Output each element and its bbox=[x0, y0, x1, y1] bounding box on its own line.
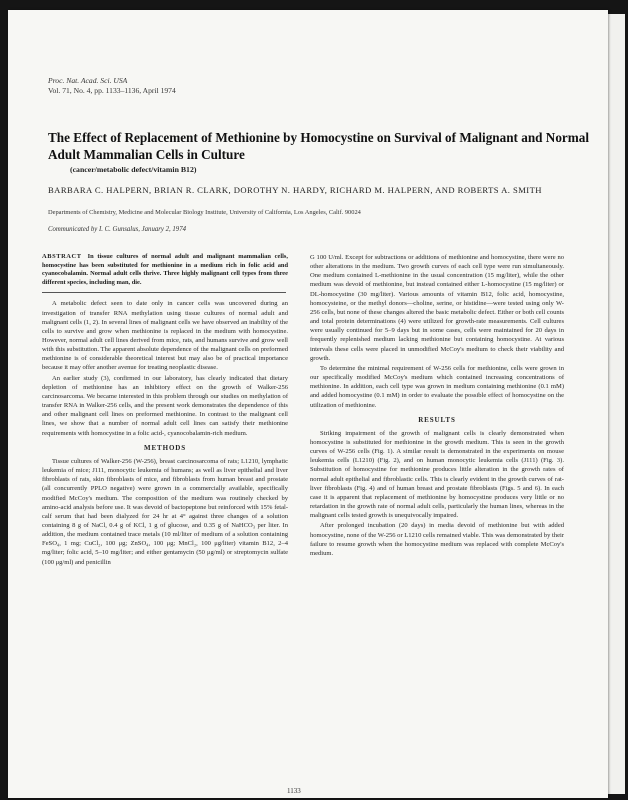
methods-paragraph: Tissue cultures of Walker-256 (W-256), breast carcinosarcoma of rats; L1210, lymphatic leukemia of mice; J111, monocytic leukemia of humans; as well as liver epithelial and liver fibroblasts of rats, skin fibroblasts of mice, and fibroblasts from human breast and prostate (all concurrently PPLO negative) were grown in a commercially available, specifically modified McCoy's medium. The composition of the medium was routinely checked by amino-acid analysis before use. It was devoid of bactopeptone but reinforced with 15% fetal-calf serum that had been dialyzed for 24 hr at 4° against three changes of a solution containing 8 g of NaCl, 0.4 g of KCl, 1 g of glucose, and 0.35 g of NaHCO₃ per liter. In addition, the medium contained trace metals (10 ml/liter of medium of a solution containing FeSO₄, 1 mg; CuCl₂, 100 μg; ZnSO₄, 100 μg; MnCl₂, 100 μg/liter) vitamin B12, 2–4 mg/liter; folic acid, 5–10 mg/liter; and either gentamycin (50 μg/ml) or streptomycin sulfate (100 μg/ml) and penicillin bbox=[42, 457, 288, 566]
abstract-text: In tissue cultures of normal adult and malignant mammalian cells, homocystine has been substituted for methionine in a medium rich in folic acid and cyanocobalamin. Normal adult cells thrive. Three highly malignant cell types from three different species, including man, die. bbox=[42, 253, 288, 286]
abstract-divider bbox=[42, 292, 286, 293]
right-column bbox=[310, 253, 564, 559]
page-number: 1133 bbox=[287, 787, 301, 795]
results-heading: RESULTS bbox=[418, 415, 456, 424]
communicated-by: Communicated by I. C. Gunsalus, January 2, 1974 bbox=[48, 226, 187, 233]
intro-paragraph-2: An earlier study (3), confirmed in our laboratory, has clearly indicated that dietary depletion of methionine has an inhibitory effect on the growth of Walker-256 carcinosarcoma. We became interested in this problem through our studies on methylation of transfer RNA in Walker-256 cells, and the present work demonstrates the dependence of this and other malignant cell lines on preformed methionine. In contrast to the malignant cell lines, we show that a number of normal adult cell lines can satisfy their methionine requirements with homocystine in a folic acid-, cyanocobalamin-rich medium. bbox=[42, 374, 288, 437]
intro-paragraph-1: A metabolic defect seen to date only in cancer cells was uncovered during an investigation of transfer RNA methylation using tissue cultures of normal adult and malignant cells (1, 2). In several lines of malignant cells we have observed an inability of the cells to survive and grow when methionine is replaced in the medium with homocystine. However, normal adult cell lines derived from mice, rats, and humans survive and grow well with this substitution. The apparent absolute dependence of the malignant cells on preformed methionine is of considerable theoretical interest but may also be of practical importance because it may offer another avenue for treating neoplastic disease. bbox=[42, 300, 288, 372]
abstract-paragraph bbox=[42, 253, 288, 287]
results-paragraph-1: Striking impairment of the growth of malignant cells is clearly demonstrated when homocystine is substituted for methionine in the growth medium. This is seen in the growth curves of W-256 cells (Fig. 1). A similar result is demonstrated in the experiments on mouse leukemia cells (L1210) (Fig. 2), and on human monocytic leukemia cells (J111) (Fig. 3). Substitution of homocystine for methionine produces little alteration in the growth rates of normal adult epithelial and fibroblastic cells. This is clearly evident in the growth curves of rat-liver fibroblasts (Fig. 4) and of human breast and prostate fibroblasts (Figs. 5 and 6). In each case it is apparent that replacement of methionine by homocystine produces very little or no retardation in the growth rate of normal adult cells, particularly the human lines, whereas in the malignant cells tested growth is unequivocally impaired. bbox=[310, 429, 564, 520]
journal-name: Proc. Nat. Acad. Sci. USA bbox=[48, 76, 128, 85]
methods-minimal-requirement-paragraph: To determine the minimal requirement of W-256 cells for methionine, cells were grown in our specifically modified McCoy's medium which contained increasing concentrations of methionine. In addition, each cell type was grown in medium containing methionine (0.1 mM) and added homocystine (0.1 mM) in order to evaluate the possible effect of homocystine on the utilization of methionine. bbox=[310, 364, 564, 409]
abstract-label: ABSTRACT bbox=[42, 253, 82, 260]
affiliation: Departments of Chemistry, Medicine and Molecular Biology Institute, University of California, Los Angeles, Calif. 90024 bbox=[48, 209, 361, 216]
author-list: BARBARA C. HALPERN, BRIAN R. CLARK, DOROTHY N. HARDY, RICHARD M. HALPERN, AND ROBERTS A. SMITH bbox=[48, 185, 542, 195]
journal-citation bbox=[48, 76, 176, 96]
abstract bbox=[42, 253, 288, 287]
methods-continued-paragraph: G 100 U/ml. Except for subtractions or additions of methionine and homocystine, there were no other alterations in the medium. Two growth curves of each cell type were run simultaneously. One medium contained L-methionine in the usual concentration (15 mg/liter), while the other medium was devoid of methionine, but instead contained either L-homocystine (15 mg/liter) or DL-homocystine (30 mg/liter). Various amounts of vitamin B12, folic acid, homocystine, homocysteine, or the methyl donors—choline, serine, or histidine—were tested using only W-256 cells, but none of these changes altered the basic metabolic defect. Either or both cell counts and total protein determinations (4) were utilized for growth-rate measurements. Cell cultures were usually continued for 5–9 days but in some cases, cells were maintained for 20 days in frequently replenished medium lacking methionine but containing homocystine. At various intervals these cells were placed in unmodified McCoy's medium to check their viability and growth. bbox=[310, 254, 564, 362]
methods-heading: METHODS bbox=[143, 443, 187, 452]
results-paragraph-2: After prolonged incubation (20 days) in media devoid of methionine but with added homocystine, none of the W-256 or L1210 cells remained viable. This was demonstrated by their failure to resume growth when the homocystine medium was replaced with complete McCoy's medium. bbox=[310, 522, 564, 557]
keywords: (cancer/metabolic defect/vitamin B12) bbox=[70, 165, 197, 174]
paper-title: The Effect of Replacement of Methionine by Homocystine on Survival of Malignant and Normal Adult Mammalian Cells in Culture bbox=[48, 130, 590, 162]
paper-page bbox=[8, 10, 608, 798]
journal-volume: Vol. 71, No. 4, pp. 1133–1136, April 1974 bbox=[48, 86, 176, 95]
left-column bbox=[42, 253, 288, 568]
